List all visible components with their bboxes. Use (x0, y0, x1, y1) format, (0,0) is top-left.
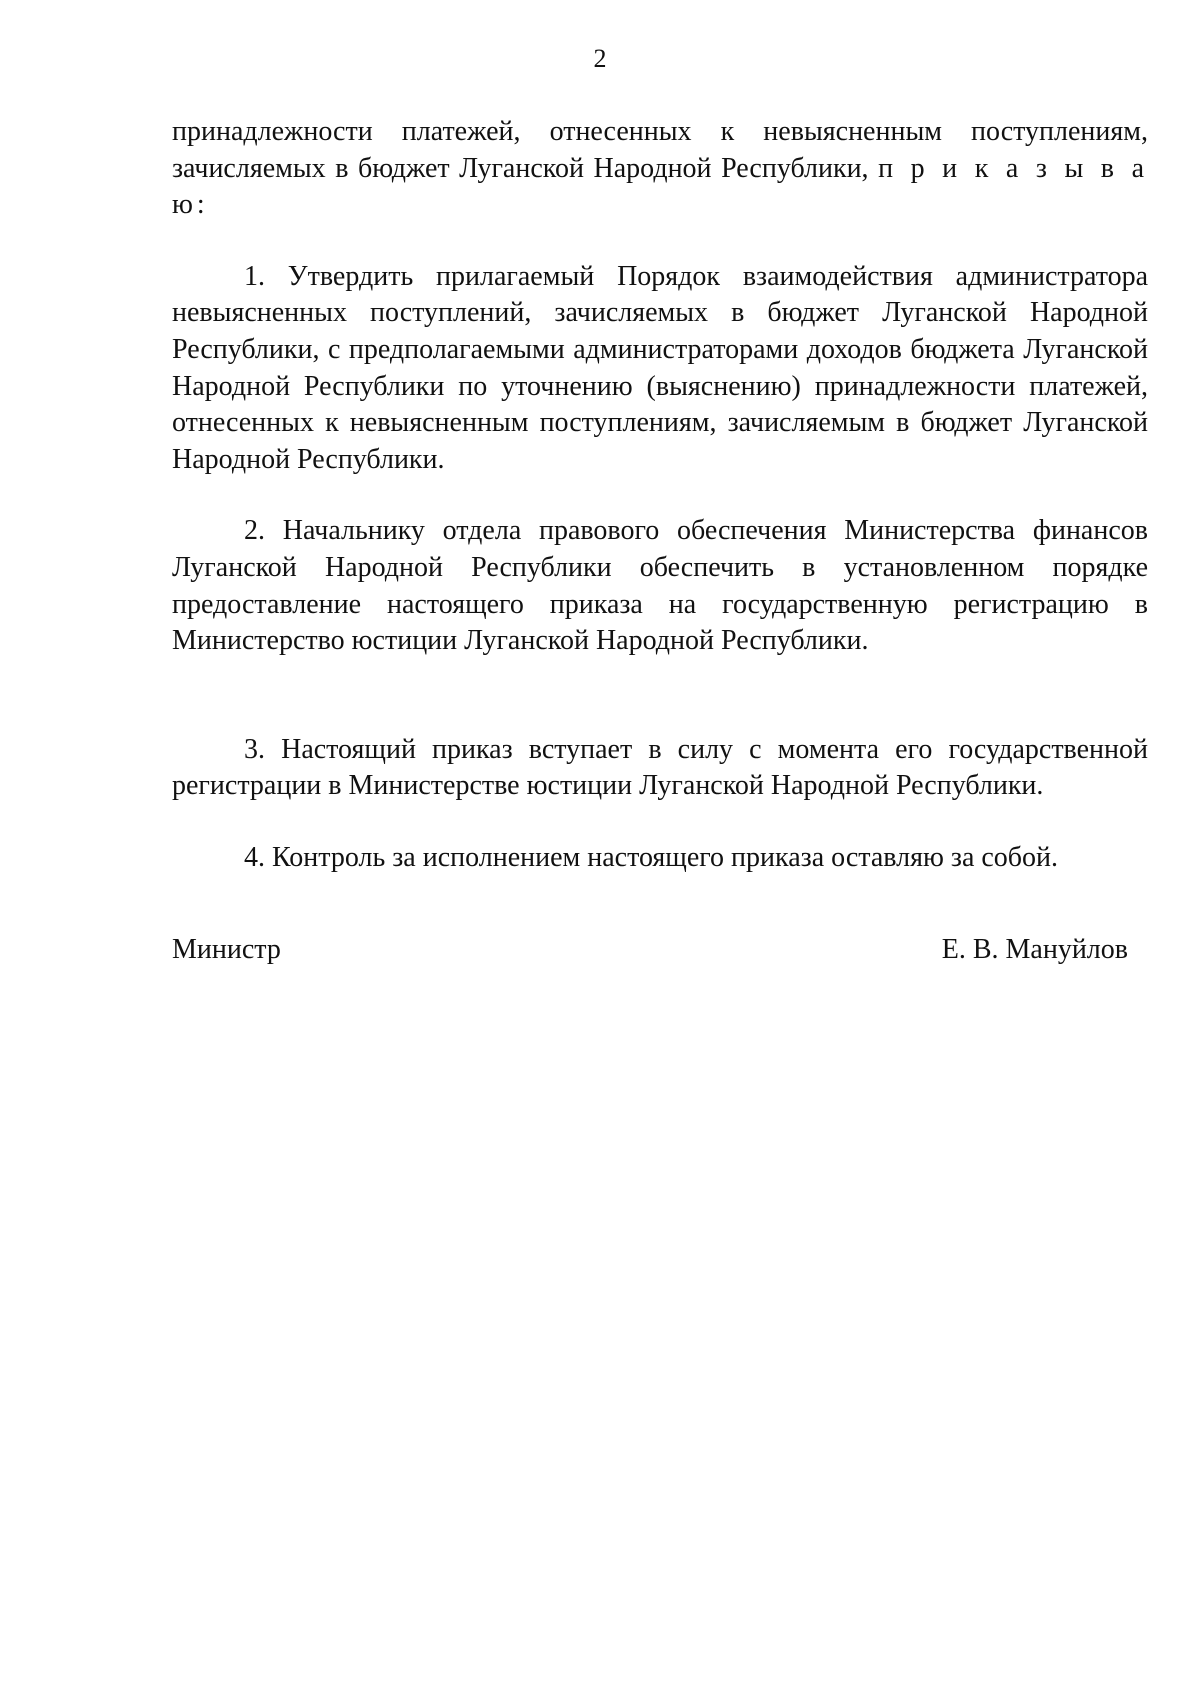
signer-name: Е. В. Мануйлов (941, 934, 1128, 965)
item-4: 4. Контроль за исполнением настоящего приказа оставляю за собой. (244, 841, 1059, 873)
item-3: 3. Настоящий приказ вступает в силу с момента его государственной регистрации в Министерстве юстиции Луганской Народной Республики. (172, 733, 1148, 802)
signer-title: Министр (172, 934, 281, 965)
item-2: 2. Начальнику отдела правового обеспечения Министерства финансов Луганской Народной Республики обеспечить в установленном порядке предоставление настоящего приказа на государственную регистрацию в Министерство юстиции Луганской Народной Республики. (172, 515, 1148, 657)
item-1: 1. Утвердить прилагаемый Порядок взаимодействия администратора невыясненных поступлений, зачисляемых в бюджет Луганской Народной Республики, с предполагаемыми администраторами доходов бюджета Луганской Народной Республики по уточнению (выяснению) принадлежности платежей, отнесенных к невыясненным поступлениям, зачисляемым в бюджет Луганской Народной Республики. (172, 260, 1148, 475)
page-number: 2 (593, 44, 607, 73)
document-body (172, 114, 1148, 877)
intro-text: принадлежности платежей, отнесенных к невыясненным поступлениям, зачисляемых в бюджет Луганской Народной Республики, (172, 116, 1148, 184)
intro-paragraph (172, 114, 1148, 224)
order-command: п р и к а з ы в а ю: (172, 152, 1148, 221)
